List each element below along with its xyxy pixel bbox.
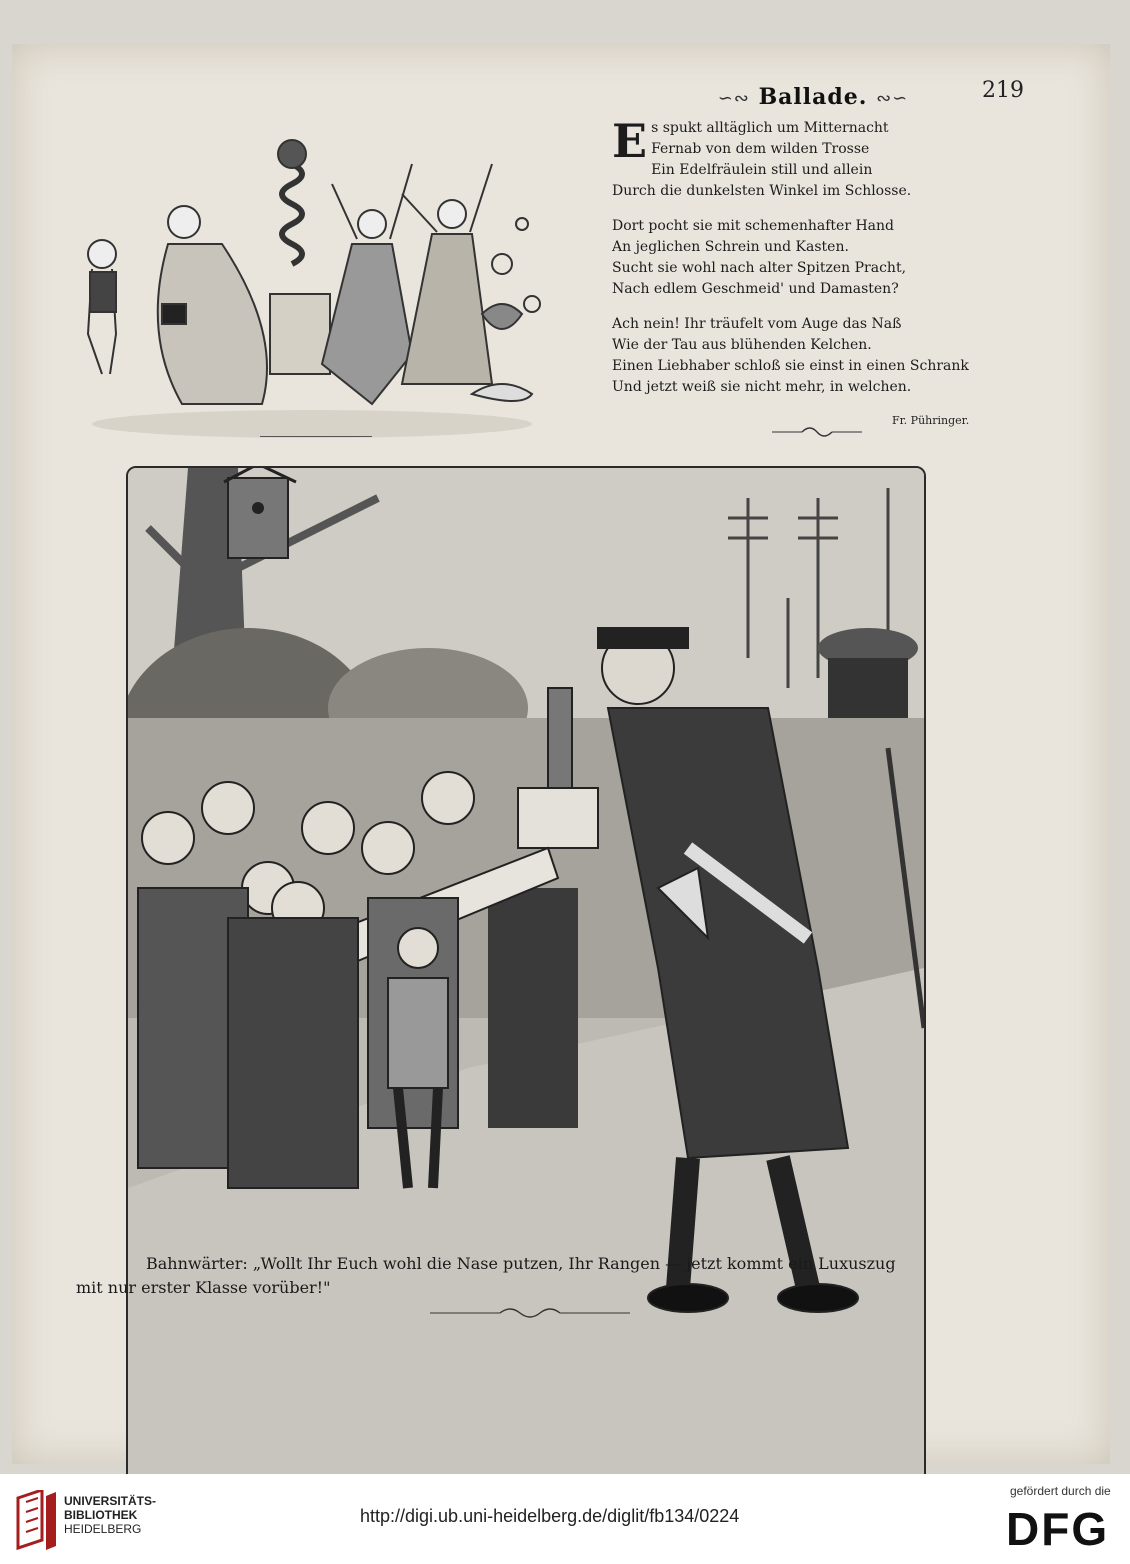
divider-rule xyxy=(260,436,372,437)
stanza-3 xyxy=(612,314,1032,398)
caption-line-2: mit nur erster Klasse vorüber!" xyxy=(76,1278,331,1297)
poem-line: Ach nein! Ihr träufelt vom Auge das Naß xyxy=(612,316,902,332)
poem-line: An jeglichen Schrein und Kasten. xyxy=(612,239,849,255)
poem-line: Dort pocht sie mit schemenhafter Hand xyxy=(612,218,895,234)
poem-line: s spukt alltäglich um Mitternacht xyxy=(651,120,889,136)
ballad-title-text: Ballade. xyxy=(758,84,868,110)
ornament-divider xyxy=(772,426,862,438)
poem-line: Ein Edelfräulein still und allein xyxy=(651,162,873,178)
stanza-2 xyxy=(612,216,1032,300)
library-line-1: UNIVERSITÄTS- xyxy=(64,1494,157,1508)
poem-line: Wie der Tau aus blühenden Kelchen. xyxy=(612,337,872,353)
poem-line: Durch die dunkelsten Winkel im Schlosse. xyxy=(612,183,912,199)
end-ornament xyxy=(430,1306,630,1320)
poem-line: Sucht sie wohl nach alter Spitzen Pracht, xyxy=(612,260,907,276)
ornament-right: ∾∽ xyxy=(876,88,909,109)
poem-author: Fr. Pühringer. xyxy=(892,414,970,427)
ballad-illustration xyxy=(72,104,552,444)
poem-line: Einen Liebhaber schloß sie einst in einen Schrank xyxy=(612,358,969,374)
caption-line-1: Bahnwärter: „Wollt Ihr Euch wohl die Nase putzen, Ihr Rangen — jetzt kommt ein Luxuszug xyxy=(146,1254,896,1273)
library-line-3: HEIDELBERG xyxy=(64,1522,142,1536)
ornament-left: ∽∾ xyxy=(717,88,750,109)
poem-line: Nach edlem Geschmeid' und Damasten? xyxy=(612,281,899,297)
dfg-logo: DFG xyxy=(1006,1503,1110,1555)
stanza-1 xyxy=(612,114,1032,202)
poem-line: Und jetzt weiß sie nicht mehr, in welchen. xyxy=(612,379,912,395)
cartoon-caption xyxy=(76,1252,976,1300)
dropcap: E xyxy=(612,114,648,168)
library-line-2: BIBLIOTHEK xyxy=(64,1508,138,1522)
permalink-url[interactable]: http://digi.ub.uni-heidelberg.de/diglit/fb134/0224 xyxy=(360,1506,740,1526)
ballad-poem xyxy=(612,114,1032,412)
digitization-footer xyxy=(0,1474,1130,1564)
library-name xyxy=(64,1494,156,1536)
library-logo-icon xyxy=(12,1490,62,1552)
cartoon-illustration xyxy=(126,466,926,1546)
sponsor-text: gefördert durch die xyxy=(1010,1484,1111,1498)
poem-line: Fernab von dem wilden Trosse xyxy=(651,141,870,157)
page-number: 219 xyxy=(982,78,1024,103)
